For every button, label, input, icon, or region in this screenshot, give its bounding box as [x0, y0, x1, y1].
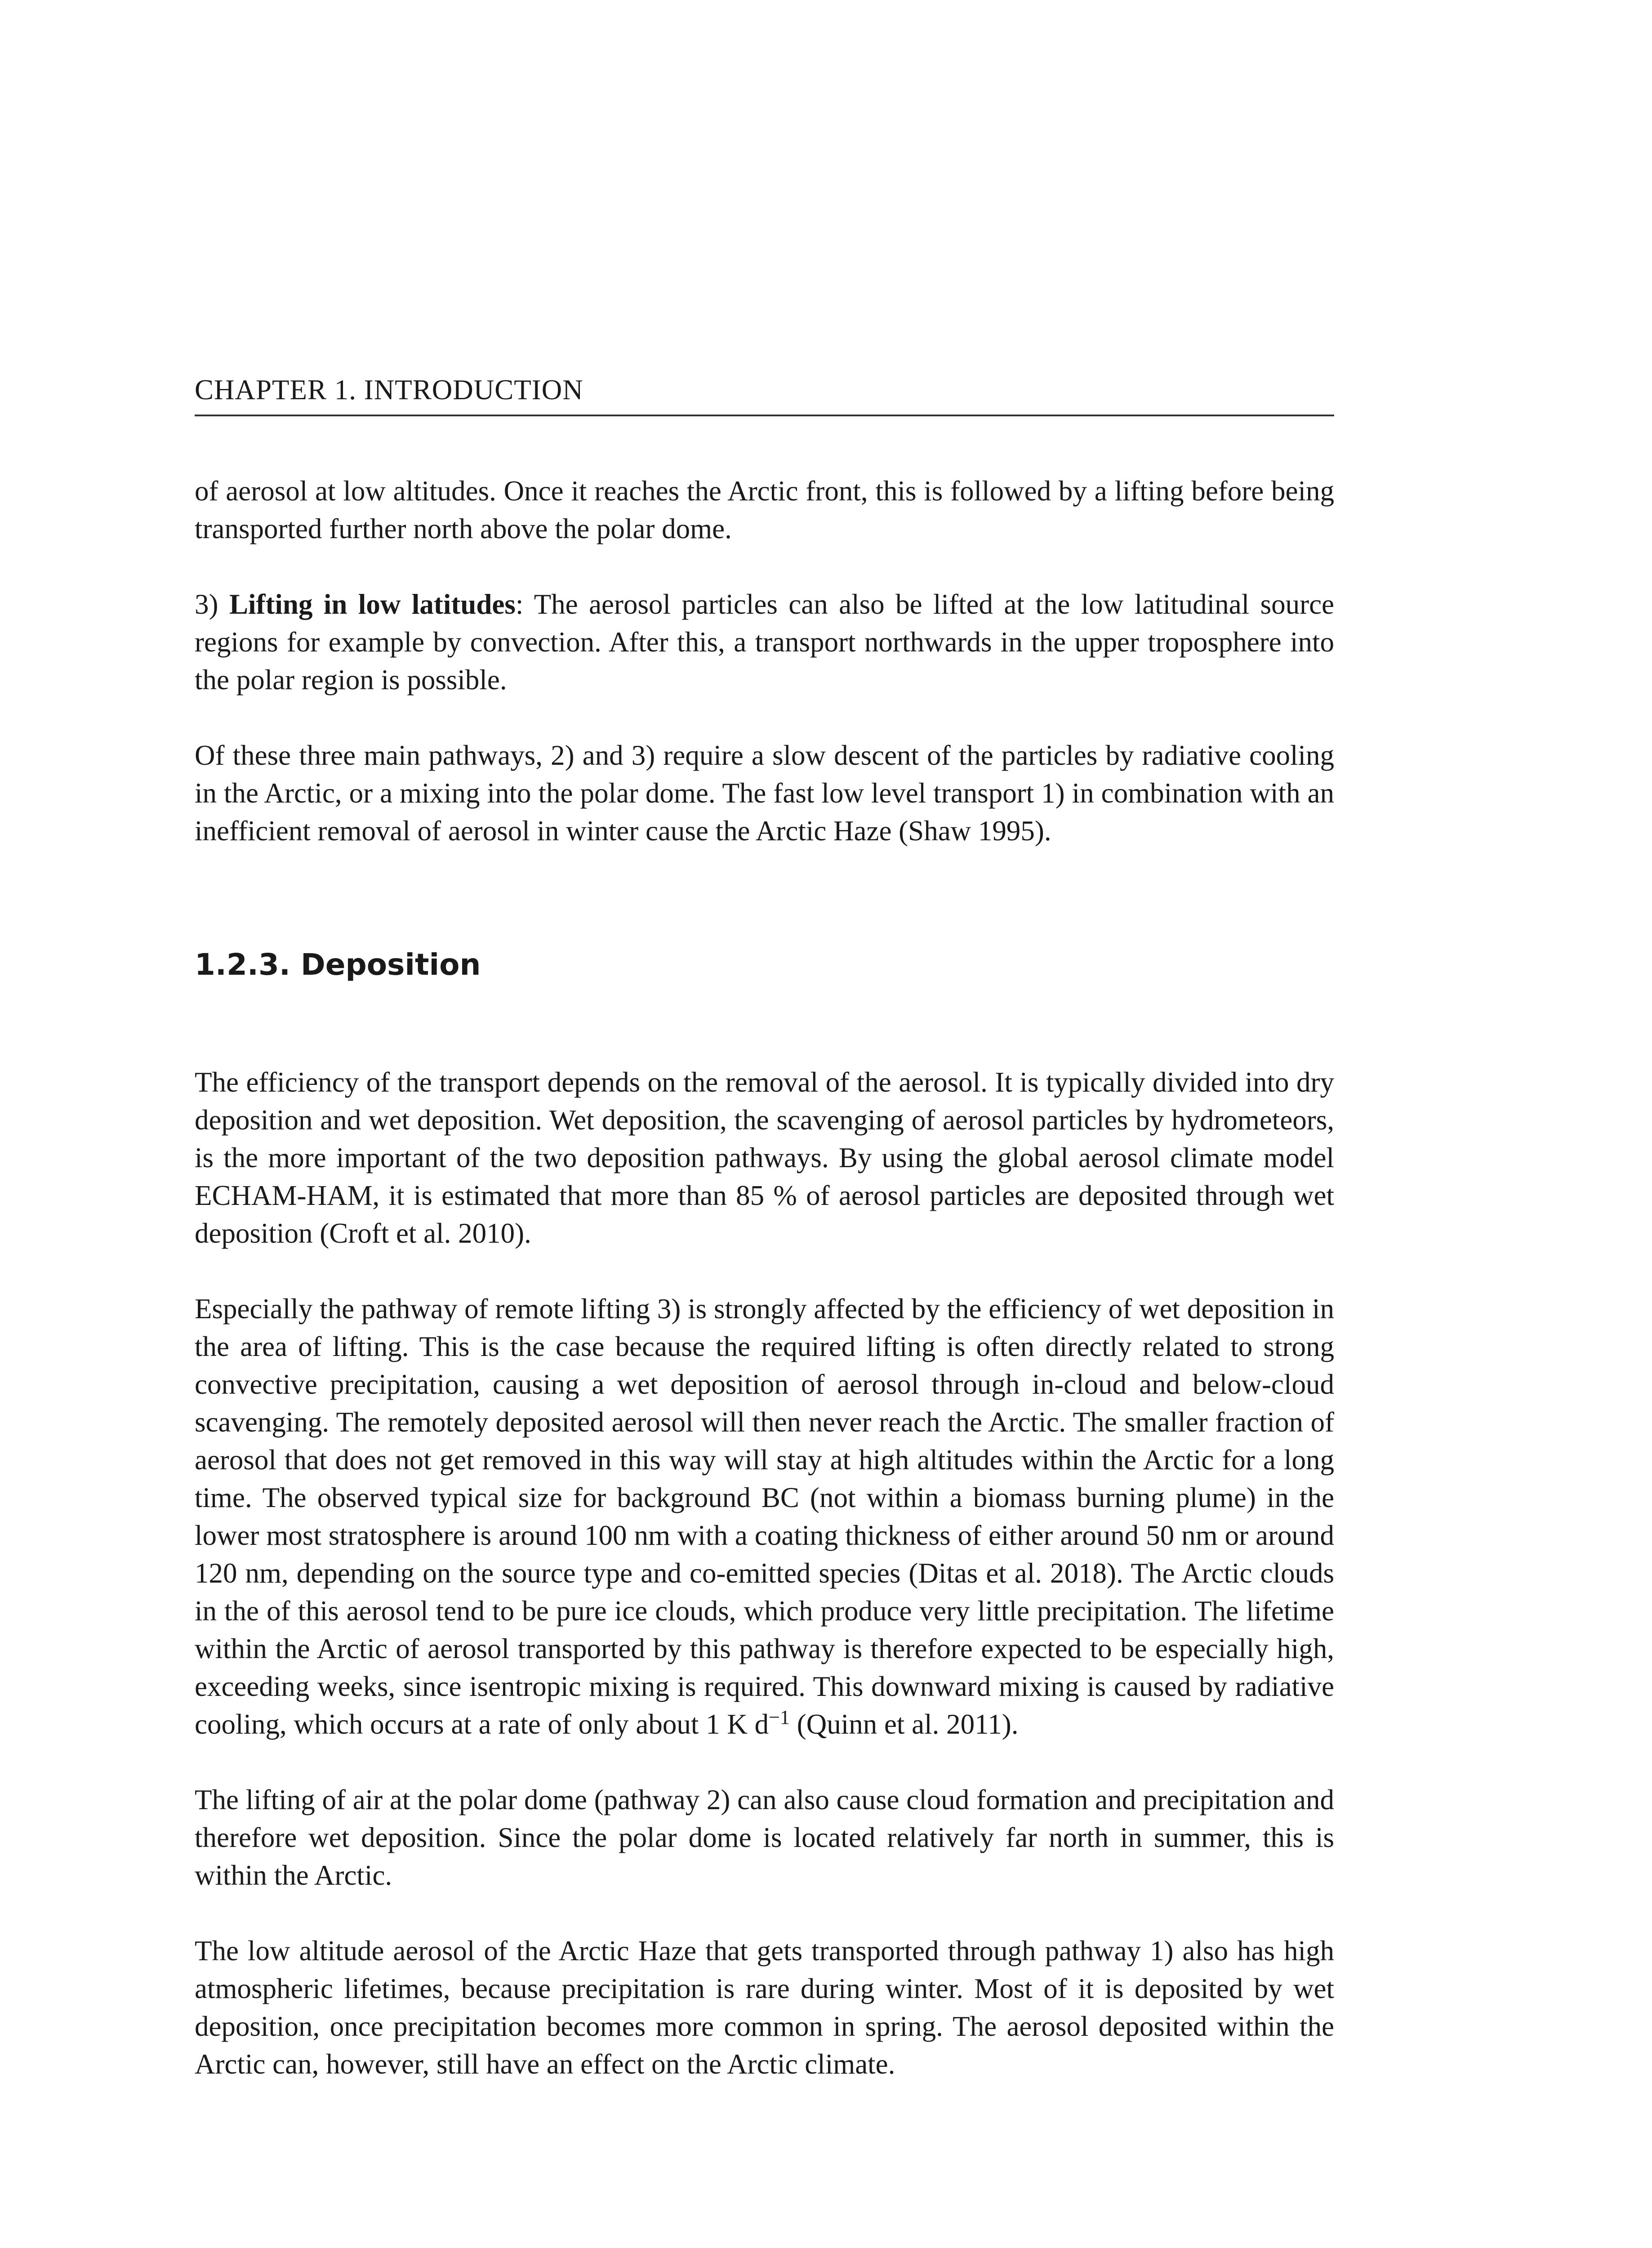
paragraph-pathways-summary: Of these three main pathways, 2) and 3) require a slow descent of the particles by radiative cooling in the Arctic, or a mixing into the polar dome. The fast low level transport 1) in combination with an inefficient removal of aerosol in winter cause the Arctic Haze (Shaw 1995).: [195, 740, 1334, 847]
paragraph-polar-dome-lifting: The lifting of air at the polar dome (pathway 2) can also cause cloud formation and precipitation and therefore wet deposition. Since the polar dome is located relatively far north in summer, this is within the Arctic.: [195, 1784, 1334, 1891]
paragraph-remote-lifting-text: Especially the pathway of remote lifting 3) is strongly affected by the efficiency of wet deposition in the area of lifting. This is the case because the required lifting is often directly related to strong convective precipitation, causing a wet deposition of aerosol through in-cloud and below-cloud scavenging. The remotely deposited aerosol will then never reach the Arctic. The smaller fraction of aerosol that does not get removed in this way will stay at high altitudes within the Arctic for a long time. The observed typical size for background BC (not within a biomass burning plume) in the lower most stratosphere is around 100 nm with a coating thickness of either around 50 nm or around 120 nm, depending on the source type and co-emitted species (Ditas et al. 2018). The Arctic clouds in the of this aerosol tend to be pure ice clouds, which produce very little precipitation. The lifetime within the Arctic of aerosol transported by this pathway is therefore expected to be especially high, exceeding weeks, since isentropic mixing is required. This downward mixing is caused by radiative cooling, which occurs at a rate of only about 1 K d: [195, 1293, 1334, 1740]
pathway-title: Lifting in low latitudes: [229, 589, 516, 620]
page-content: [195, 472, 1334, 2121]
paragraph-remote-lifting: [195, 1290, 1334, 1743]
list-number: 3): [195, 589, 229, 620]
section-heading: 1.2.3. Deposition: [195, 947, 481, 982]
paragraph-deposition-intro: The efficiency of the transport depends on the removal of the aerosol. It is typically divided into dry deposition and wet deposition. Wet deposition, the scavenging of aerosol particles by hydrometeors, is the more important of the two deposition pathways. By using the global aerosol climate model ECHAM-HAM, it is estimated that more than 85 % of aerosol particles are deposited through wet deposition (Croft et al. 2010).: [195, 1066, 1334, 1249]
paragraph-low-altitude-transport: of aerosol at low altitudes. Once it reaches the Arctic front, this is followed by a lifting before being transported further north above the polar dome.: [195, 475, 1334, 544]
paragraph-arctic-haze-lifetime: The low altitude aerosol of the Arctic Haze that gets transported through pathway 1) also has high atmospheric lifetimes, because precipitation is rare during winter. Most of it is deposited by wet deposition, once precipitation becomes more common in spring. The aerosol deposited within the Arctic can, however, still have an effect on the Arctic climate.: [195, 1935, 1334, 2080]
pathway-description: : The aerosol particles can also be lifted at the low latitudinal source regions for example by convection. After this, a transport northwards in the upper troposphere into the polar region is possible.: [195, 589, 1335, 696]
citation-quinn: (Quinn et al. 2011).: [789, 1708, 1019, 1740]
running-header: CHAPTER 1. INTRODUCTION: [195, 373, 1334, 416]
paragraph-lifting-low-latitudes: [195, 585, 1334, 699]
unit-exponent: −1: [769, 1706, 790, 1729]
